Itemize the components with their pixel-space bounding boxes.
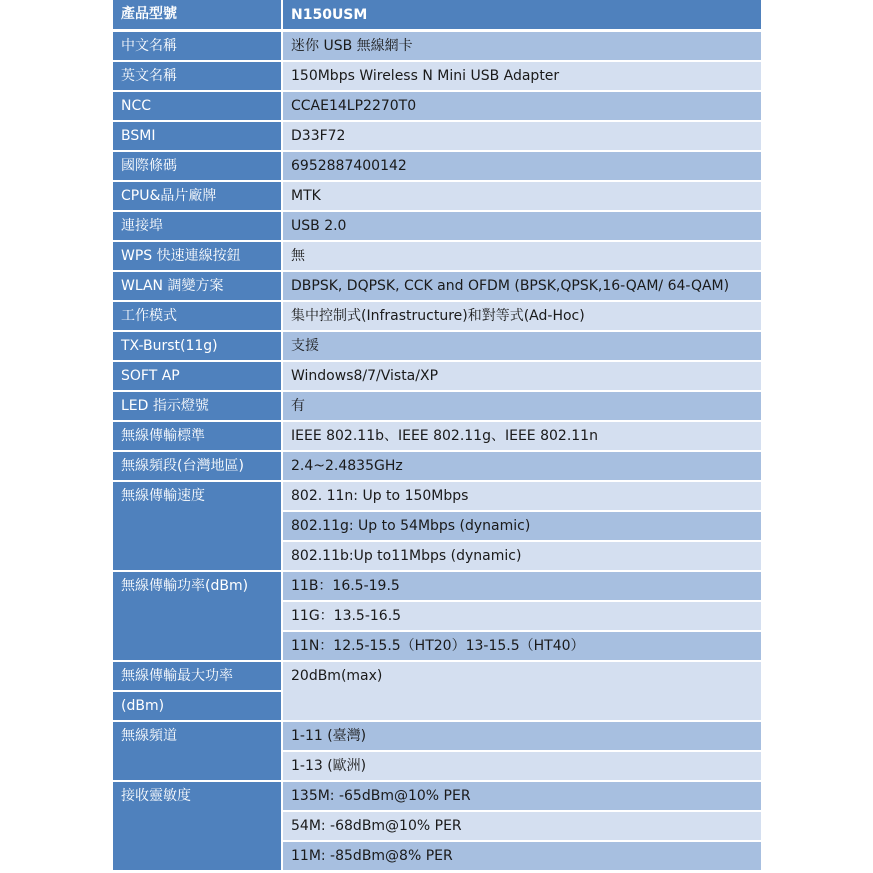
spec-label: 無線頻段(台灣地區)	[113, 452, 283, 482]
table-row	[113, 362, 761, 392]
spec-value: 有	[283, 392, 761, 422]
table-row	[113, 212, 761, 242]
spec-value: 迷你 USB 無線網卡	[283, 32, 761, 62]
spec-value: 802. 11n: Up to 150Mbps	[283, 482, 761, 512]
spec-value: 2.4~2.4835GHz	[283, 452, 761, 482]
spec-label: SOFT AP	[113, 362, 283, 392]
spec-value: 802.11g: Up to 54Mbps (dynamic)	[283, 512, 761, 542]
spec-value: 11G：13.5-16.5	[283, 602, 761, 632]
spec-value: 150Mbps Wireless N Mini USB Adapter	[283, 62, 761, 92]
table-row	[113, 152, 761, 182]
spec-value: 支援	[283, 332, 761, 362]
table-row	[113, 572, 761, 602]
table-row	[113, 482, 761, 512]
spec-value: 802.11b:Up to11Mbps (dynamic)	[283, 542, 761, 572]
spec-label: 國際條碼	[113, 152, 283, 182]
spec-value: MTK	[283, 182, 761, 212]
table-row	[113, 62, 761, 92]
spec-value: 集中控制式(Infrastructure)和對等式(Ad-Hoc)	[283, 302, 761, 332]
table-row	[113, 722, 761, 752]
spec-value: 11N：12.5-15.5（HT20）13-15.5（HT40）	[283, 632, 761, 662]
table-row	[113, 32, 761, 62]
table-row	[113, 782, 761, 812]
spec-label: TX-Burst(11g)	[113, 332, 283, 362]
spec-value: 6952887400142	[283, 152, 761, 182]
spec-label: 無線傳輸標準	[113, 422, 283, 452]
spec-value: Windows8/7/Vista/XP	[283, 362, 761, 392]
spec-value: 無	[283, 242, 761, 272]
spec-label: 工作模式	[113, 302, 283, 332]
table-row	[113, 242, 761, 272]
table-row	[113, 302, 761, 332]
spec-value: 1-13 (歐洲)	[283, 752, 761, 782]
spec-value: CCAE14LP2270T0	[283, 92, 761, 122]
spec-value: IEEE 802.11b、IEEE 802.11g、IEEE 802.11n	[283, 422, 761, 452]
table-row	[113, 182, 761, 212]
table-row	[113, 452, 761, 482]
spec-value: 54M: -68dBm@10% PER	[283, 812, 761, 842]
spec-table	[113, 0, 761, 872]
spec-label: WPS 快速連線按鈕	[113, 242, 283, 272]
spec-label: CPU&晶片廠牌	[113, 182, 283, 212]
table-row	[113, 422, 761, 452]
spec-value: 11B：16.5-19.5	[283, 572, 761, 602]
header-value: N150USM	[283, 0, 761, 32]
spec-value: 1-11 (臺灣)	[283, 722, 761, 752]
spec-label: WLAN 調變方案	[113, 272, 283, 302]
spec-value: 135M: -65dBm@10% PER	[283, 782, 761, 812]
spec-label: 無線頻道	[113, 722, 283, 782]
spec-label: BSMI	[113, 122, 283, 152]
spec-label: 英文名稱	[113, 62, 283, 92]
spec-label: NCC	[113, 92, 283, 122]
spec-value: 11M: -85dBm@8% PER	[283, 842, 761, 872]
table-row	[113, 122, 761, 152]
spec-value: D33F72	[283, 122, 761, 152]
table-row	[113, 332, 761, 362]
header-label: 產品型號	[113, 0, 283, 32]
table-row	[113, 272, 761, 302]
spec-label: 無線傳輸最大功率	[113, 662, 283, 692]
table-row	[113, 92, 761, 122]
table-row	[113, 662, 761, 692]
spec-label: 連接埠	[113, 212, 283, 242]
table-header-row	[113, 0, 761, 32]
spec-label: LED 指示燈號	[113, 392, 283, 422]
spec-label-continued: (dBm)	[113, 692, 283, 722]
table-row	[113, 392, 761, 422]
spec-value: 20dBm(max)	[283, 662, 761, 722]
spec-label: 中文名稱	[113, 32, 283, 62]
spec-label: 無線傳輸速度	[113, 482, 283, 572]
spec-value: USB 2.0	[283, 212, 761, 242]
spec-label: 接收靈敏度	[113, 782, 283, 872]
spec-label: 無線傳輸功率(dBm)	[113, 572, 283, 662]
spec-value: DBPSK, DQPSK, CCK and OFDM (BPSK,QPSK,16-QAM/ 64-QAM)	[283, 272, 761, 302]
